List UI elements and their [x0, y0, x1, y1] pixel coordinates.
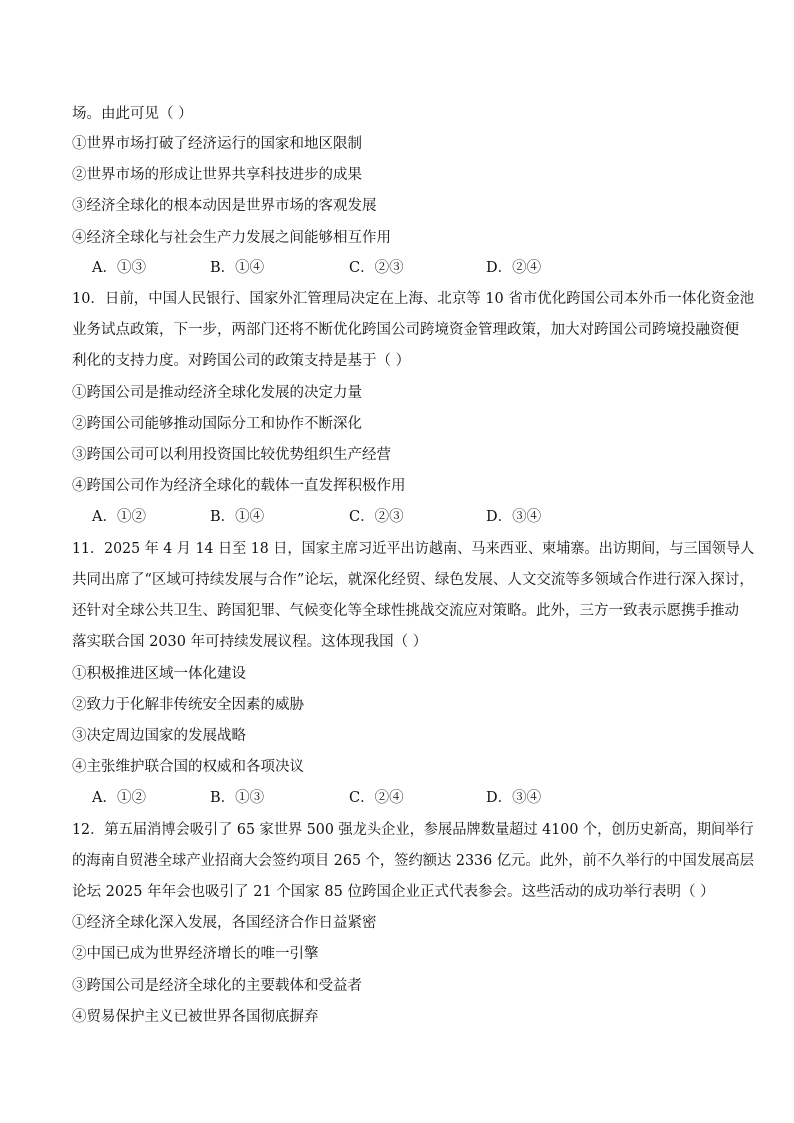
q12-item-4: ④贸易保护主义已被世界各国彻底摒弃 [72, 1009, 319, 1025]
q10-item-3: ③跨国公司可以利用投资国比较优势组织生产经营 [72, 447, 391, 463]
q11-stem-line-3: 还针对全球公共卫生、跨国犯罪、气候变化等全球性挑战交流应对策略。此外，三方一致表示愿携手推动 [72, 603, 739, 619]
q12-item-2: ②中国已成为世界经济增长的唯一引擎 [72, 946, 319, 962]
q11-stem-line-2: 共同出席了“区域可持续发展与合作”论坛，就深化经贸、绿色发展、人文交流等多领域合作进行深入探讨， [72, 572, 754, 588]
q12-stem-line-1: 12．第五届消博会吸引了 65 家世界 500 强龙头企业，参展品牌数量超过 4100 个，创历史新高，期间举行 [72, 822, 754, 838]
q12-item-3: ③跨国公司是经济全球化的主要载体和受益者 [72, 978, 362, 994]
q11-item-1: ①积极推进区域一体化建设 [72, 666, 246, 682]
q9-option-c[interactable]: C．②③ [349, 260, 404, 276]
q10-stem-line-1: 10．日前，中国人民银行、国家外汇管理局决定在上海、北京等 10 省市优化跨国公司本外币一体化资金池 [72, 291, 755, 307]
q10-item-4: ④跨国公司作为经济全球化的载体一直发挥积极作用 [72, 478, 406, 494]
q11-option-b[interactable]: B．①③ [210, 790, 265, 806]
q10-stem-line-3: 利化的支持力度。对跨国公司的政策支持是基于（ ） [72, 353, 411, 369]
q11-option-c[interactable]: C．②④ [349, 790, 404, 806]
q11-item-3: ③决定周边国家的发展战略 [72, 728, 246, 744]
q10-option-d[interactable]: D．③④ [486, 509, 542, 525]
q11-item-2: ②致力于化解非传统安全因素的威胁 [72, 697, 304, 713]
q10-option-a[interactable]: A．①② [92, 509, 146, 525]
q9-option-b[interactable]: B．①④ [210, 260, 265, 276]
q10-stem-line-2: 业务试点政策，下一步，两部门还将不断优化跨国公司跨境资金管理政策，加大对跨国公司跨境投融资便 [72, 322, 739, 338]
q9-item-2: ②世界市场的形成让世界共享科技进步的成果 [72, 167, 362, 183]
q10-item-2: ②跨国公司能够推动国际分工和协作不断深化 [72, 416, 362, 432]
q12-stem-line-3: 论坛 2025 年年会也吸引了 21 个国家 85 位跨国企业正式代表参会。这些活动的成功举行表明（ ） [72, 884, 715, 900]
q10-option-c[interactable]: C．②③ [349, 509, 404, 525]
q9-option-d[interactable]: D．②④ [486, 260, 542, 276]
q11-option-a[interactable]: A．①② [92, 790, 146, 806]
q9-item-1: ①世界市场打破了经济运行的国家和地区限制 [72, 136, 362, 152]
q11-stem-line-1: 11．2025 年 4 月 14 日至 18 日，国家主席习近平出访越南、马来西亚、柬埔寨。出访期间，与三国领导人 [72, 541, 755, 557]
q12-stem-line-2: 的海南自贸港全球产业招商大会签约项目 265 个，签约额达 2336 亿元。此外，前不久举行的中国发展高层 [72, 853, 754, 869]
q10-option-b[interactable]: B．①④ [210, 509, 265, 525]
q11-option-d[interactable]: D．③④ [486, 790, 542, 806]
q12-item-1: ①经济全球化深入发展，各国经济合作日益紧密 [72, 915, 377, 931]
q9-option-a[interactable]: A．①③ [92, 260, 146, 276]
q10-item-1: ①跨国公司是推动经济全球化发展的决定力量 [72, 385, 362, 401]
q11-item-4: ④主张维护联合国的权威和各项决议 [72, 759, 304, 775]
q9-item-4: ④经济全球化与社会生产力发展之间能够相互作用 [72, 230, 391, 246]
q11-stem-line-4: 落实联合国 2030 年可持续发展议程。这体现我国（ ） [72, 634, 428, 650]
q9-item-3: ③经济全球化的根本动因是世界市场的客观发展 [72, 198, 377, 214]
q9-stem-end: 场。由此可见（ ） [72, 106, 193, 122]
